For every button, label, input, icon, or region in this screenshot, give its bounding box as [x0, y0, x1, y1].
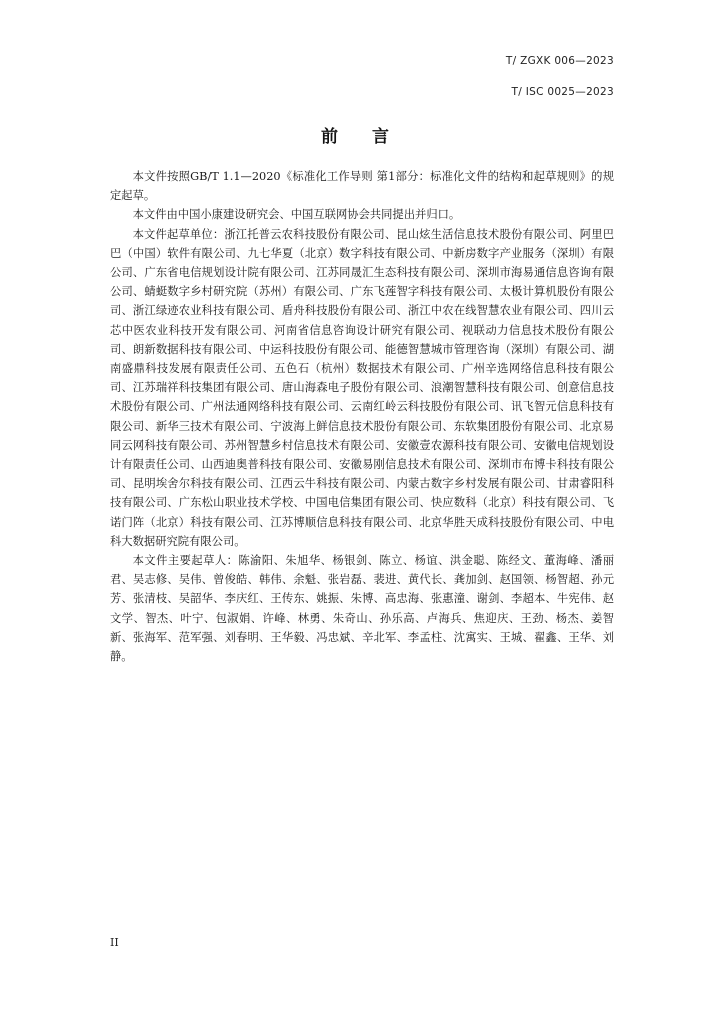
paragraph-drafters: 本文件主要起草人：陈渝阳、朱旭华、杨银剑、陈立、杨谊、洪金聪、陈经文、董海峰、潘丽君、吴志修、吴伟、曾俊皓、韩伟、余魁、张岩磊、裴进、黄代长、龚加剑、赵国领、杨智超、孙元芳、张清枝、吴韶华、李庆红、王传东、姚振、朱博、高忠海、张惠潼、谢剑、李超本、牛宪伟、赵文学、智杰、叶宁、包淑娟、许峰、林勇、朱奇山、孙乐高、卢海兵、焦迎庆、王劲、杨杰、姜智新、张海军、范军强、刘春明、王华毅、冯忠斌、辛北军、李孟柱、沈寓实、王城、翟鑫、王华、刘静。: [110, 554, 614, 664]
paragraph-proposer: 本文件由中国小康建设研究会、中国互联网协会共同提出并归口。: [132, 208, 461, 222]
foreword-body: [110, 167, 614, 666]
paragraph-drafting-rules: 本文件按照GB/T 1.1—2020《标准化工作导则 第1部分：标准化文件的结构和起草规则》的规定起草。: [110, 170, 614, 203]
page-number: II: [110, 936, 119, 949]
standard-code-isc: T/ ISC 0025—2023: [511, 86, 614, 98]
standard-code-zgxk: T/ ZGXK 006—2023: [505, 55, 614, 67]
paragraph-drafting-units: 本文件起草单位：浙江托普云农科技股份有限公司、昆山炫生活信息技术股份有限公司、阿里巴巴（中国）软件有限公司、九七华夏（北京）数字科技有限公司、中新房数字产业服务（深圳）有限公司、广东省电信规划设计院有限公司、江苏同晟汇生态科技有限公司、深圳市海易通信息咨询有限公司、蜻蜓数字乡村研究院（苏州）有限公司、广东飞莲智字科技有限公司、太极计算机股份有限公司、浙江绿迹农业科技有限公司、盾舟科技股份有限公司、浙江中农在线智慧农业有限公司、四川云芯中医农业科技开发有限公司、河南省信息咨询设计研究有限公司、视联动力信息技术股份有限公司、朗新数据科技有限公司、中运科技股份有限公司、能德智慧城市管理咨询（深圳）有限公司、湖南盛鼎科技发展有限责任公司、五色石（杭州）数据技术有限公司、广州辛选网络信息科技有限公司、江苏瑞祥科技集团有限公司、唐山海森电子股份有限公司、浪潮智慧科技有限公司、创意信息技术股份有限公司、广州法通网络科技有限公司、云南红岭云科技股份有限公司、讯飞智元信息科技有限公司、新华三技术有限公司、宁波海上鲜信息技术股份有限公司、东软集团股份有限公司、北京易同云网科技有限公司、苏州智慧乡村信息技术有限公司、安徽壹农源科技有限公司、安徽电信规划设计有限责任公司、山西迪奥普科技有限公司、安徽易刚信息技术有限公司、深圳市布博卡科技有限公司、昆明埃舍尔科技有限公司、江西云牛科技有限公司、内蒙古数字乡村发展有限公司、甘肃睿阳科技有限公司、广东松山职业技术学校、中国电信集团有限公司、快应数科（北京）科技有限公司、飞诺门阵（北京）科技有限公司、江苏博顺信息科技有限公司、北京华胜天成科技股份有限公司、中电科大数据研究院有限公司。: [110, 227, 614, 548]
section-title-foreword: 前 言: [321, 127, 403, 147]
